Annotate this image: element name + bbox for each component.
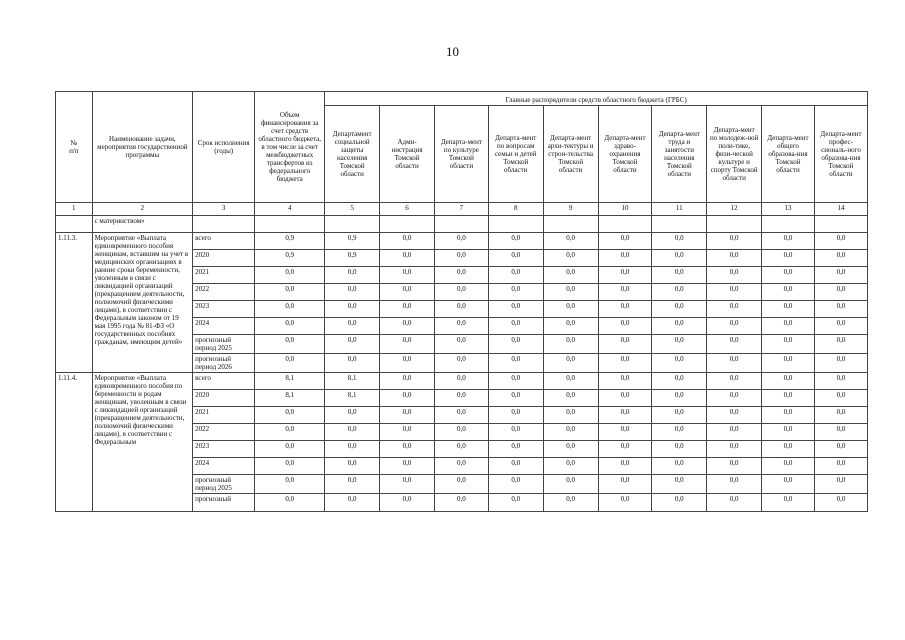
grbs-value-cell: 0,0: [707, 373, 762, 390]
term-cell: 2020: [193, 390, 255, 407]
grbs-value-cell: 0,0: [652, 475, 707, 494]
term-cell: прогнозный период 2025: [193, 335, 255, 354]
grbs-value-cell: 0,0: [707, 233, 762, 250]
grbs-value-cell: 8,1: [325, 373, 380, 390]
grbs-value-cell: 0,0: [488, 301, 543, 318]
grbs-value-cell: 0,0: [380, 318, 435, 335]
grbs-value-cell: 0,0: [707, 475, 762, 494]
grbs-value-cell: 0,0: [434, 475, 488, 494]
grbs-value-cell: 0,0: [325, 407, 380, 424]
grbs-value-cell: 0,0: [652, 284, 707, 301]
volume-cell: 8,1: [255, 390, 325, 407]
header-grbs-6: Департа-мент здраво-охранения Томской области: [598, 106, 652, 203]
grbs-value-cell: 0,0: [652, 318, 707, 335]
grbs-value-cell: 0,0: [652, 267, 707, 284]
grbs-value-cell: 0,0: [814, 335, 867, 354]
table-body: [56, 216, 868, 512]
measure-number: 1.11.4.: [56, 373, 93, 512]
header-grbs-1: Департамент социальной защиты населения Томской области: [325, 106, 380, 203]
grbs-value-cell: 0,0: [707, 441, 762, 458]
grbs-value-cell: 0,0: [598, 267, 652, 284]
term-cell: всего: [193, 233, 255, 250]
grbs-value-cell: 0,0: [488, 335, 543, 354]
grbs-value-cell: 0,0: [707, 250, 762, 267]
grbs-value-cell: 0,0: [488, 250, 543, 267]
column-number-6: 6: [380, 203, 435, 216]
grbs-value-cell: 0,0: [488, 494, 543, 512]
grbs-value-cell: 0,0: [325, 424, 380, 441]
grbs-value-cell: 0,0: [325, 335, 380, 354]
column-number-2: 2: [92, 203, 193, 216]
grbs-value-cell: 0,0: [762, 441, 815, 458]
grbs-value-cell: 0,0: [762, 233, 815, 250]
grbs-value-cell: 0,0: [762, 475, 815, 494]
grbs-value-cell: 0,0: [814, 233, 867, 250]
volume-cell: 0,0: [255, 354, 325, 373]
header-grbs-title: Главные распорядители средств областного бюджета (ГРБС): [325, 92, 868, 106]
grbs-value-cell: 0,0: [598, 494, 652, 512]
grbs-value-cell: 0,0: [814, 354, 867, 373]
term-cell: 2021: [193, 267, 255, 284]
column-number-5: 5: [325, 203, 380, 216]
volume-cell: 0,0: [255, 424, 325, 441]
continuation-row: [56, 216, 868, 233]
grbs-value-cell: 0,0: [652, 390, 707, 407]
grbs-value-cell: 0,0: [652, 407, 707, 424]
grbs-value-cell: 0,0: [598, 407, 652, 424]
grbs-value-cell: 0,0: [325, 354, 380, 373]
grbs-value-cell: 0,0: [707, 284, 762, 301]
grbs-value-cell: 0,0: [380, 458, 435, 475]
volume-cell: 0,0: [255, 284, 325, 301]
volume-cell: 0,0: [255, 267, 325, 284]
grbs-value-cell: 0,0: [380, 233, 435, 250]
grbs-value-cell: 0,0: [488, 390, 543, 407]
grbs-value-cell: 0,0: [543, 267, 598, 284]
grbs-value-cell: 0,0: [543, 301, 598, 318]
volume-cell: 0,0: [255, 475, 325, 494]
grbs-value-cell: 0,0: [380, 494, 435, 512]
header-col-term: Срок исполнения (годы): [193, 92, 255, 203]
grbs-value-cell: 0,0: [434, 318, 488, 335]
grbs-value-cell: 0,0: [652, 335, 707, 354]
grbs-value-cell: 0,0: [325, 284, 380, 301]
volume-cell: 0,9: [255, 233, 325, 250]
grbs-value-cell: 0,0: [652, 354, 707, 373]
header-grbs-9: Департа-мент общего образова-ния Томской области: [762, 106, 815, 203]
header-column-numbers: [56, 203, 868, 216]
grbs-value-cell: 0,0: [380, 354, 435, 373]
grbs-value-cell: 0,0: [543, 458, 598, 475]
grbs-value-cell: 0,0: [598, 458, 652, 475]
grbs-value-cell: 0,0: [543, 373, 598, 390]
grbs-value-cell: 0,0: [598, 441, 652, 458]
header-grbs-4: Департа-мент по вопросам семьи и детей Томской области: [488, 106, 543, 203]
grbs-value-cell: 0,0: [380, 407, 435, 424]
grbs-value-cell: 0,0: [488, 458, 543, 475]
grbs-value-cell: 0,0: [380, 390, 435, 407]
term-cell: прогнозный период 2026: [193, 354, 255, 373]
grbs-value-cell: 0,0: [543, 354, 598, 373]
grbs-value-cell: 0,0: [814, 475, 867, 494]
grbs-value-cell: 0,0: [380, 284, 435, 301]
grbs-value-cell: 0,0: [762, 407, 815, 424]
volume-cell: 0,0: [255, 494, 325, 512]
measure-name: Мероприятие «Выплата единовременного пособия женщинам, вставшим на учет в медицинских организациях в ранние сроки беременности, уволенным в связи с ликвидацией организаций (прекращением деятельности, полномочий физическими лицами), в соответствии с Федеральным законом от 19 мая 1995 года № 81-ФЗ «О государственных пособиях гражданам, имеющим детей»: [92, 233, 193, 373]
volume-cell: 0,9: [255, 250, 325, 267]
term-cell: 2022: [193, 284, 255, 301]
volume-cell: 0,0: [255, 407, 325, 424]
grbs-value-cell: 0,0: [598, 373, 652, 390]
grbs-value-cell: 0,0: [652, 301, 707, 318]
table-header: [56, 92, 868, 216]
term-cell: 2024: [193, 458, 255, 475]
grbs-value-cell: 0,0: [434, 407, 488, 424]
header-grbs-3: Департа-мент по культуре Томской области: [434, 106, 488, 203]
grbs-value-cell: 0,0: [814, 458, 867, 475]
grbs-value-cell: 0,0: [325, 301, 380, 318]
grbs-value-cell: 0,0: [488, 354, 543, 373]
grbs-value-cell: 0,0: [814, 301, 867, 318]
grbs-value-cell: 0,0: [434, 335, 488, 354]
table-row: [56, 233, 868, 250]
term-cell: прогнозный период 2025: [193, 475, 255, 494]
volume-cell: 8,1: [255, 373, 325, 390]
grbs-value-cell: 0,0: [543, 284, 598, 301]
grbs-value-cell: 0,0: [762, 424, 815, 441]
term-cell: 2023: [193, 301, 255, 318]
grbs-value-cell: 0,0: [598, 335, 652, 354]
grbs-value-cell: 0,0: [707, 354, 762, 373]
grbs-value-cell: 0,0: [434, 250, 488, 267]
grbs-value-cell: 0,0: [814, 318, 867, 335]
grbs-value-cell: 0,0: [814, 441, 867, 458]
term-cell: 2024: [193, 318, 255, 335]
grbs-value-cell: 0,0: [762, 494, 815, 512]
grbs-value-cell: 0,0: [652, 424, 707, 441]
grbs-value-cell: 0,0: [434, 354, 488, 373]
grbs-value-cell: 0,0: [652, 373, 707, 390]
grbs-value-cell: 0,0: [325, 494, 380, 512]
grbs-value-cell: 0,0: [814, 373, 867, 390]
column-number-7: 7: [434, 203, 488, 216]
volume-cell: 0,0: [255, 318, 325, 335]
term-cell: 2020: [193, 250, 255, 267]
grbs-value-cell: 0,0: [762, 301, 815, 318]
grbs-value-cell: 0,0: [543, 441, 598, 458]
grbs-value-cell: 0,0: [707, 301, 762, 318]
grbs-value-cell: 0,0: [652, 494, 707, 512]
column-number-13: 13: [762, 203, 815, 216]
grbs-value-cell: 0,0: [434, 390, 488, 407]
column-number-11: 11: [652, 203, 707, 216]
grbs-value-cell: 0,0: [814, 284, 867, 301]
continuation-text: с материнством»: [92, 216, 193, 233]
grbs-value-cell: 0,0: [488, 475, 543, 494]
grbs-value-cell: 0,0: [434, 284, 488, 301]
grbs-value-cell: 0,0: [325, 267, 380, 284]
grbs-value-cell: 0,0: [380, 250, 435, 267]
grbs-value-cell: 0,0: [488, 267, 543, 284]
grbs-value-cell: 0,0: [380, 441, 435, 458]
grbs-value-cell: 0,9: [325, 233, 380, 250]
grbs-value-cell: 0,0: [707, 424, 762, 441]
grbs-value-cell: 0,0: [380, 335, 435, 354]
grbs-value-cell: 0,0: [380, 373, 435, 390]
grbs-value-cell: 0,0: [652, 458, 707, 475]
grbs-value-cell: 0,0: [814, 424, 867, 441]
grbs-value-cell: 0,0: [434, 441, 488, 458]
grbs-value-cell: 0,0: [434, 267, 488, 284]
grbs-value-cell: 0,0: [598, 233, 652, 250]
grbs-value-cell: 0,0: [543, 494, 598, 512]
header-grbs-2: Адми-нистрация Томской области: [380, 106, 435, 203]
measure-number: 1.11.3.: [56, 233, 93, 373]
grbs-value-cell: 0,0: [707, 335, 762, 354]
term-cell: 2022: [193, 424, 255, 441]
grbs-value-cell: 0,0: [598, 424, 652, 441]
grbs-value-cell: 0,0: [762, 284, 815, 301]
column-number-8: 8: [488, 203, 543, 216]
header-grbs-5: Департа-мент архи-тектуры и строи-тельства Томской области: [543, 106, 598, 203]
grbs-value-cell: 0,0: [434, 373, 488, 390]
grbs-value-cell: 0,0: [814, 407, 867, 424]
grbs-value-cell: 0,0: [380, 424, 435, 441]
column-number-9: 9: [543, 203, 598, 216]
grbs-value-cell: 0,0: [598, 475, 652, 494]
grbs-value-cell: 0,0: [762, 458, 815, 475]
grbs-value-cell: 0,0: [652, 250, 707, 267]
grbs-value-cell: 0,0: [814, 390, 867, 407]
grbs-value-cell: 0,0: [707, 267, 762, 284]
grbs-value-cell: 0,0: [543, 335, 598, 354]
volume-cell: 0,0: [255, 441, 325, 458]
grbs-value-cell: 0,0: [814, 250, 867, 267]
column-number-14: 14: [814, 203, 867, 216]
header-col-name: Наименование задачи, мероприятия государственной программы: [92, 92, 193, 203]
grbs-value-cell: 0,0: [434, 424, 488, 441]
grbs-value-cell: 0,0: [762, 354, 815, 373]
header-grbs-8: Департа-мент по молодеж-ной поли-тике, физи-ческой культуре и спорту Томской области: [707, 106, 762, 203]
column-number-3: 3: [193, 203, 255, 216]
grbs-value-cell: 0,0: [707, 407, 762, 424]
grbs-value-cell: 0,0: [380, 301, 435, 318]
header-grbs-7: Департа-мент труда и занятости населения Томской области: [652, 106, 707, 203]
header-col-volume: Объем финансирования за счет средств областного бюджета, в том числе за счет межбюджетных трансфертов из федерального бюджета: [255, 92, 325, 203]
grbs-value-cell: 0,0: [488, 373, 543, 390]
grbs-value-cell: 0,0: [814, 267, 867, 284]
volume-cell: 0,0: [255, 458, 325, 475]
column-number-1: 1: [56, 203, 93, 216]
grbs-value-cell: 0,0: [488, 441, 543, 458]
grbs-value-cell: 0,0: [543, 250, 598, 267]
grbs-value-cell: 0,0: [434, 494, 488, 512]
grbs-value-cell: 0,0: [707, 494, 762, 512]
grbs-value-cell: 0,0: [598, 284, 652, 301]
grbs-value-cell: 0,0: [598, 354, 652, 373]
header-col-no: № п/п: [56, 92, 93, 203]
grbs-value-cell: 0,0: [762, 250, 815, 267]
grbs-value-cell: 0,0: [325, 441, 380, 458]
column-number-4: 4: [255, 203, 325, 216]
grbs-value-cell: 0,0: [488, 407, 543, 424]
grbs-value-cell: 0,0: [488, 284, 543, 301]
grbs-value-cell: 0,0: [325, 458, 380, 475]
grbs-value-cell: 0,0: [762, 318, 815, 335]
grbs-value-cell: 0,0: [434, 458, 488, 475]
grbs-value-cell: 0,0: [762, 373, 815, 390]
grbs-value-cell: 0,0: [707, 318, 762, 335]
grbs-value-cell: 0,0: [543, 424, 598, 441]
grbs-value-cell: 0,0: [707, 390, 762, 407]
volume-cell: 0,0: [255, 301, 325, 318]
grbs-value-cell: 0,9: [325, 250, 380, 267]
grbs-value-cell: 0,0: [762, 267, 815, 284]
grbs-value-cell: 0,0: [762, 335, 815, 354]
grbs-value-cell: 0,0: [543, 475, 598, 494]
volume-cell: 0,0: [255, 335, 325, 354]
column-number-10: 10: [598, 203, 652, 216]
grbs-value-cell: 0,0: [543, 233, 598, 250]
column-number-12: 12: [707, 203, 762, 216]
grbs-value-cell: 0,0: [598, 390, 652, 407]
table-row: [56, 373, 868, 390]
grbs-value-cell: 0,0: [598, 250, 652, 267]
grbs-value-cell: 0,0: [814, 494, 867, 512]
grbs-value-cell: 0,0: [325, 475, 380, 494]
grbs-value-cell: 0,0: [598, 301, 652, 318]
grbs-value-cell: 0,0: [488, 318, 543, 335]
term-cell: 2021: [193, 407, 255, 424]
grbs-value-cell: 8,1: [325, 390, 380, 407]
page-number: 10: [446, 44, 459, 59]
grbs-value-cell: 0,0: [543, 390, 598, 407]
grbs-value-cell: 0,0: [598, 318, 652, 335]
grbs-value-cell: 0,0: [434, 233, 488, 250]
grbs-value-cell: 0,0: [652, 441, 707, 458]
grbs-value-cell: 0,0: [488, 424, 543, 441]
grbs-value-cell: 0,0: [380, 267, 435, 284]
grbs-value-cell: 0,0: [543, 318, 598, 335]
term-cell: прогнозный: [193, 494, 255, 512]
measure-name: Мероприятие «Выплата единовременного пособия по беременности и родам женщинам, уволенным в связи с ликвидацией организаций (прекращением деятельности, полномочий физическими лицами), в соответствии с Федеральным: [92, 373, 193, 512]
budget-table: [55, 91, 868, 512]
header-grbs-10: Департа-мент профес-сиональ-ного образова-ния Томской области: [814, 106, 867, 203]
grbs-value-cell: 0,0: [488, 233, 543, 250]
grbs-value-cell: 0,0: [543, 407, 598, 424]
grbs-value-cell: 0,0: [652, 233, 707, 250]
term-cell: 2023: [193, 441, 255, 458]
term-cell: всего: [193, 373, 255, 390]
grbs-value-cell: 0,0: [707, 458, 762, 475]
grbs-value-cell: 0,0: [380, 475, 435, 494]
grbs-value-cell: 0,0: [434, 301, 488, 318]
grbs-value-cell: 0,0: [325, 318, 380, 335]
grbs-value-cell: 0,0: [762, 390, 815, 407]
